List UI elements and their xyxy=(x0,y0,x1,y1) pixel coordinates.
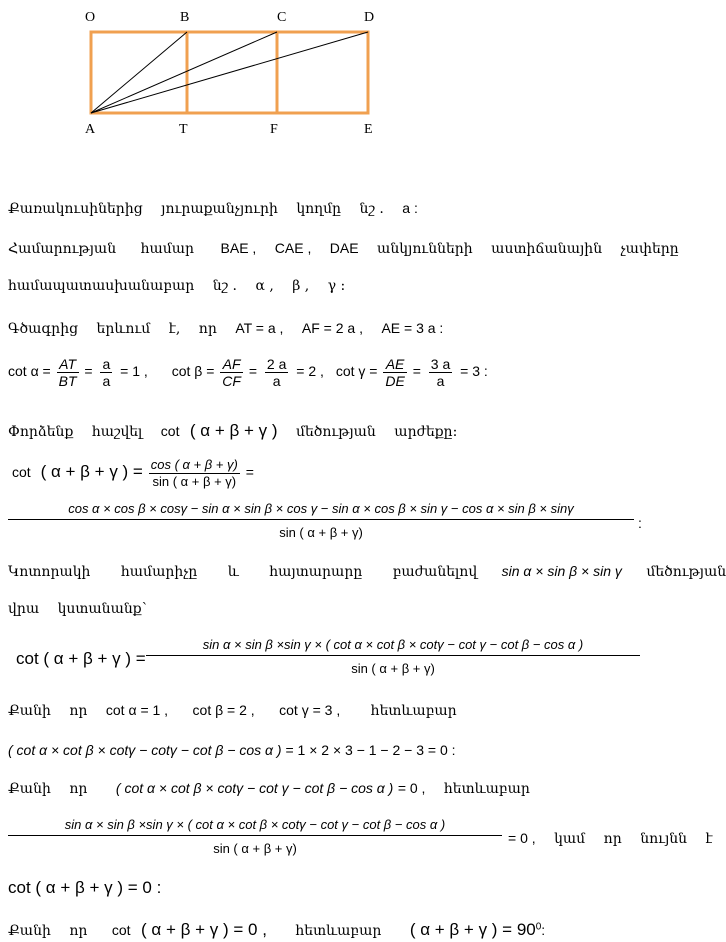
text-line-4: Գծագրից երևում է, որ AT = a , AF = 2 a , AE = 3 a : xyxy=(8,320,444,337)
square-cdfe xyxy=(277,32,368,113)
segment-ac xyxy=(91,32,277,113)
text-line-9: Կոտորակի համարիչը և հայտարարը բաժանելով sin α × sin β × sin γ մեծության xyxy=(8,563,726,580)
text-line-3: համապատասխանաբար նշ . α , β , γ : xyxy=(8,278,346,294)
label-f: F xyxy=(270,122,278,137)
segment-ad xyxy=(91,32,368,113)
cos-sum-expansion-fraction: cos α × cos β × cosγ − sin α × sin β × cos γ − sin α × cos β × sin γ − cos α × sin β × sinγ sin ( α + β + γ) xyxy=(8,500,634,541)
fraction-ae-de: $\frac{AE}{DE}$ xyxy=(385,356,405,389)
text-line-12: Քանի որ cot α = 1 , cot β = 2 , cot γ = 3 , հետևաբար xyxy=(8,702,457,719)
cot-sum-fraction: sin α × sin β ×sin γ × ( cot α × cot β × cotγ − cot γ − cot β − cos α ) sin ( α + β + γ) xyxy=(146,636,640,677)
squares-diagram xyxy=(0,0,702,150)
fraction-a-a: $\frac{a}{a}$ xyxy=(102,356,111,389)
square-bctf xyxy=(187,32,277,113)
label-a: A xyxy=(85,122,96,137)
cot-sum-definition: cot ( α + β + γ ) = $\frac{\cos ( \alpha + \beta + \gamma)}{\sin ( \alpha + \beta + \gamma)}$ = xyxy=(12,457,254,489)
cot-sum-zero: cot ( α + β + γ ) = 0 : xyxy=(8,878,162,897)
zero-fraction-tail: = 0 , կամ որ նույնն է xyxy=(508,830,713,847)
fraction-af-cf: $\frac{AF}{CF}$ xyxy=(222,356,241,389)
text-line-2: Համարության համար BAE , CAE , DAE անկյունների աստիճանային չափերը xyxy=(8,240,679,257)
cot-values-line: cot α = $\frac{AT}{BT}$ = $\frac{a}{a}$ = 1 , cot β = $\frac{AF}{CF}$ = $\frac{2 a}{a}$ = 2 , cot γ = $\frac{AE}{DE}$ = $\frac{3 a}{a}$ = 3 : xyxy=(8,356,488,389)
diagonals xyxy=(91,32,368,113)
text-line-10: վրա կստանանք՝ xyxy=(8,601,147,617)
fraction-2a-a: $\frac{2 a}{a}$ xyxy=(266,356,287,389)
text-line-1: Քառակուսիներից յուրաքանչյուրի կողմը նշ . a : xyxy=(8,200,418,217)
label-c: C xyxy=(277,10,287,25)
fraction-cos-sin: $\frac{\cos ( \alpha + \beta + \gamma)}{\sin ( \alpha + \beta + \gamma)}$ xyxy=(150,457,238,489)
label-o: O xyxy=(85,10,96,25)
conclusion-line: Քանի որ cot ( α + β + γ ) = 0 , հետևաբար ( α + β + γ ) = $90^0$: xyxy=(8,920,546,939)
cot-sum-lhs: cot ( α + β + γ ) = xyxy=(16,649,146,668)
label-t: T xyxy=(179,122,188,137)
label-d: D xyxy=(364,10,375,25)
expansion-end: : xyxy=(638,515,642,531)
segment-ab xyxy=(91,32,187,113)
text-line-6: Փորձենք հաշվել cot ( α + β + γ ) մեծության արժեքը: xyxy=(8,421,458,440)
fraction-3a-a: $\frac{3 a}{a}$ xyxy=(430,356,451,389)
product-evaluation: ( cot α × cot β × cotγ − cotγ − cot β − cos α ) = 1 × 2 × 3 − 1 − 2 − 3 = 0 : xyxy=(8,742,456,758)
zero-fraction: sin α × sin β ×sin γ × ( cot α × cot β × cotγ − cot γ − cot β − cos α ) sin ( α + β + γ) xyxy=(8,816,502,857)
label-e: E xyxy=(364,122,373,137)
label-b: B xyxy=(180,10,190,25)
fraction-at-bt: $\frac{AT}{BT}$ xyxy=(58,356,77,389)
text-line-14: Քանի որ ( cot α × cot β × cotγ − cot γ − cot β − cos α ) = 0 , հետևաբար xyxy=(8,780,530,797)
